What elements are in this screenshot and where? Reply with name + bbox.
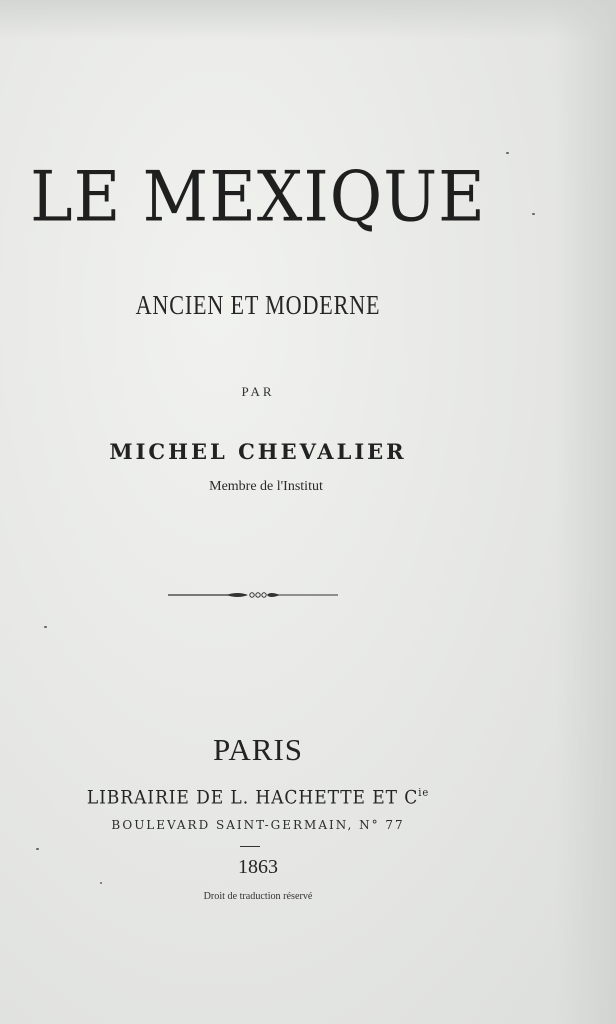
publication-year: 1863	[238, 856, 278, 878]
short-rule	[240, 846, 260, 847]
publication-city: PARIS	[212, 732, 304, 767]
ornament-divider	[168, 586, 338, 604]
page-shadow-right	[556, 0, 616, 1024]
book-title: LE MEXIQUE	[30, 158, 486, 238]
by-line: PAR	[241, 384, 275, 399]
paper-speck	[506, 152, 509, 154]
author-name: MICHEL CHEVALIER	[109, 439, 407, 464]
publisher-address: BOULEVARD SAINT-GERMAIN, N° 77	[111, 818, 405, 832]
page-shadow-top	[0, 0, 616, 40]
paper-speck	[44, 626, 47, 628]
publisher-text: LIBRAIRIE DE L. HACHETTE ET C	[86, 786, 419, 809]
publisher-name	[26, 779, 490, 811]
paper-speck	[36, 848, 39, 850]
book-subtitle: ANCIEN ET MODERNE	[135, 290, 381, 320]
publisher-superscript: ie	[418, 786, 430, 799]
author-affiliation: Membre de l'Institut	[209, 479, 323, 494]
rights-notice: Droit de traduction réservé	[203, 890, 313, 902]
paper-speck	[100, 882, 102, 884]
paper-speck	[532, 213, 535, 215]
